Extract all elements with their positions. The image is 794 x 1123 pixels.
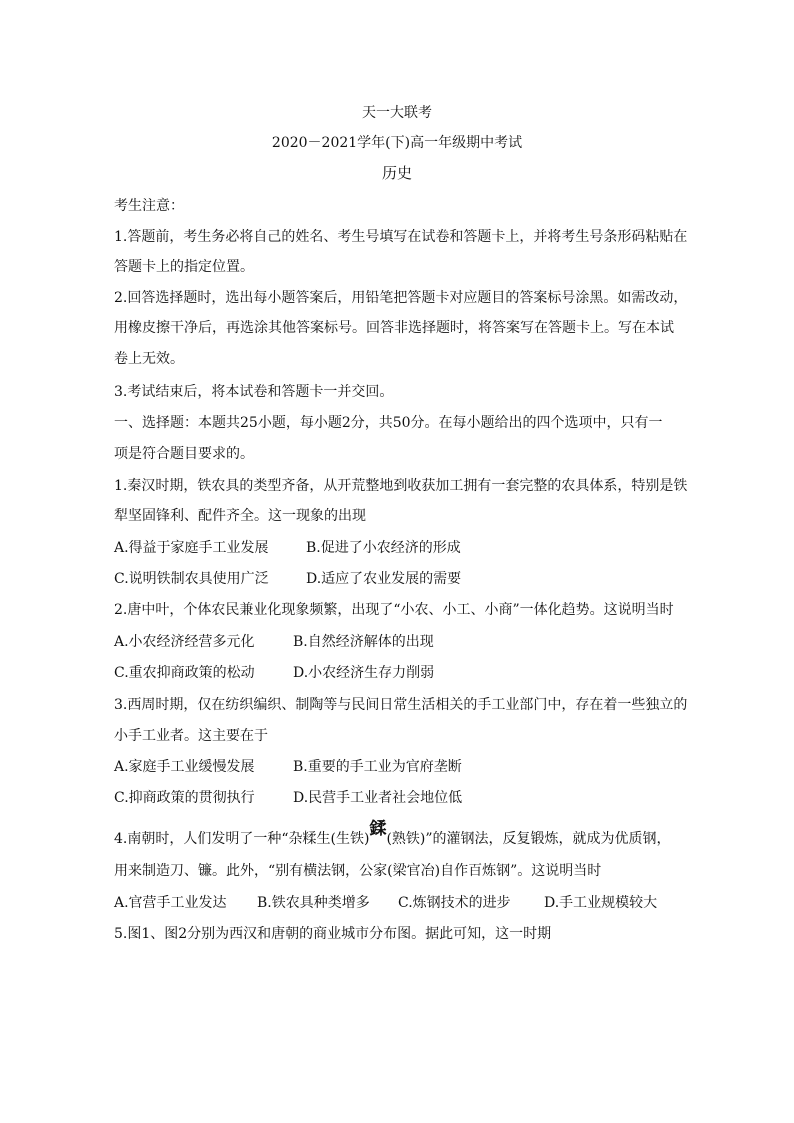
q3-stem-line-1: 3.西周时期，仅在纺织编织、制陶等与民间日常生活相关的手工业部门中，存在着一些独立的 [114, 697, 688, 713]
notice-item-2-line-1: 2.回答选择题时，选出每小题答案后，用铅笔把答题卡对应题目的答案标号涂黑。如需改动， [114, 290, 688, 306]
q4-option-b: B.铁农具种类增多 [257, 895, 370, 911]
section-intro-line-2: 项是符合题目要求的。 [114, 446, 254, 462]
notice-item-1-line-1: 1.答题前，考生务必将自己的姓名、考生号填写在试卷和答题卡上，并将考生号条形码粘贴在 [114, 229, 688, 245]
notice-item-3: 3.考试结束后，将本试卷和答题卡一并交回。 [114, 384, 394, 400]
org-title: 天一大联考 [362, 105, 432, 121]
q4-option-d: D.手工业规模较大 [544, 895, 658, 911]
q1-option-a: A.得益于家庭手工业发展 [114, 540, 269, 556]
q1-option-c: C.说明铁制农具使用广泛 [114, 571, 269, 587]
q2-option-d: D.小农经济生存力削弱 [293, 665, 435, 681]
q2-stem-line-1: 2.唐中叶，个体农民兼业化现象频繁，出现了“小农、小工、小商”一体化趋势。这说明当时 [114, 602, 674, 618]
q4-option-c: C.炼钢技术的进步 [398, 895, 511, 911]
q4-option-a: A.官营手工业发达 [114, 895, 227, 911]
q2-option-c: C.重农抑商政策的松动 [114, 665, 255, 681]
q3-option-b: B.重要的手工业为官府垄断 [293, 759, 462, 775]
q4-stem-pre: 4.南朝时，人们发明了一种“杂糅生(生铁) [114, 831, 370, 847]
q4-stem-line-2: 用来制造刀、镰。此外，“别有横法钢，公家(梁官冶)自作百炼钢”。这说明当时 [114, 863, 602, 879]
notice-item-2-line-2: 用橡皮擦干净后，再选涂其他答案标号。回答非选择题时，将答案写在答题卡上。写在本试 [114, 320, 674, 336]
subject-title: 历史 [381, 164, 412, 182]
q3-option-d: D.民营手工业者社会地位低 [293, 790, 463, 806]
q3-stem-line-2: 小手工业者。这主要在于 [114, 728, 268, 744]
notice-item-1-line-2: 答题卡上的指定位置。 [114, 259, 254, 275]
q3-option-a: A.家庭手工业缓慢发展 [114, 759, 255, 775]
q3-option-c: C.抑商政策的贯彻执行 [114, 790, 255, 806]
q1-option-b: B.促进了小农经济的形成 [306, 540, 461, 556]
q2-option-b: B.自然经济解体的出现 [293, 634, 434, 650]
q4-stem-post: (熟铁)”的灌钢法，反复锻炼，就成为优质钢， [386, 831, 671, 847]
notice-heading: 考生注意： [114, 198, 184, 214]
q1-stem-line-2: 犁坚固锋利、配件齐全。这一现象的出现 [114, 508, 366, 524]
q5-stem-line-1: 5.图1、图2分别为西汉和唐朝的商业城市分布图。据此可知，这一时期 [114, 926, 552, 942]
notice-item-2-line-3: 卷上无效。 [114, 351, 184, 367]
q4-stem-line-1 [114, 819, 671, 848]
q2-option-a: A.小农经济经营多元化 [114, 634, 255, 650]
q1-option-d: D.适应了农业发展的需要 [306, 571, 462, 587]
section-intro-line-1: 一、选择题：本题共25小题，每小题2分，共50分。在每小题给出的四个选项中，只有一 [114, 415, 663, 431]
q4-rare-char: 鍒 [369, 819, 387, 839]
exam-title: 2020－2021学年(下)高一年级期中考试 [271, 135, 523, 151]
q1-stem-line-1: 1.秦汉时期，铁农具的类型齐备，从开荒整地到收获加工拥有一套完整的农具体系，特别是铁 [114, 478, 688, 494]
